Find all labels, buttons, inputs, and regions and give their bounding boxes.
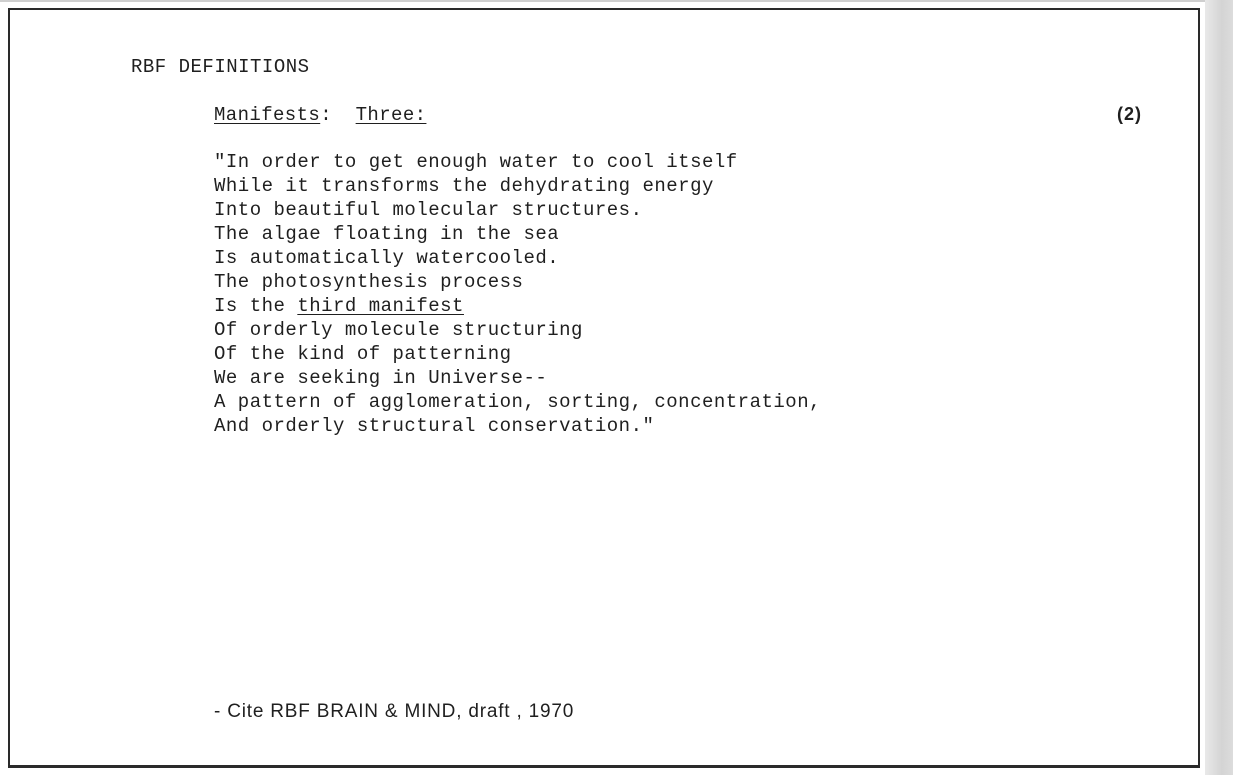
page-edge-shadow <box>1205 0 1233 775</box>
passage-line: We are seeking in Universe-- <box>214 367 548 389</box>
passage-line: The algae floating in the sea <box>214 223 560 245</box>
page-title: RBF DEFINITIONS <box>131 56 310 78</box>
passage-line: Of orderly molecule structuring <box>214 319 583 341</box>
subheading-term: Manifests <box>214 104 321 126</box>
passage-line: "In order to get enough water to cool itself <box>214 151 738 173</box>
underlined-phrase: third manifest <box>297 295 464 317</box>
citation: - Cite RBF BRAIN & MIND, draft , 1970 <box>214 701 575 722</box>
passage-line: The photosynthesis process <box>214 271 524 293</box>
passage-line: Of the kind of patterning <box>214 343 512 365</box>
passage-line: And orderly structural conservation." <box>214 415 655 437</box>
definition-subheading <box>214 104 426 126</box>
passage-line-prefix: Is the <box>214 295 298 317</box>
passage-line <box>214 294 821 318</box>
subheading-separator: : <box>320 104 356 126</box>
page-top-edge <box>0 0 1205 2</box>
page-number: (2) <box>1117 104 1142 124</box>
passage-line: While it transforms the dehydrating energy <box>214 175 714 197</box>
passage-line: Into beautiful molecular structures. <box>214 199 643 221</box>
passage-line: A pattern of agglomeration, sorting, concentration, <box>214 391 821 413</box>
quoted-passage <box>214 150 821 438</box>
subheading-qualifier: Three: <box>355 104 427 126</box>
passage-line: Is automatically watercooled. <box>214 247 560 269</box>
